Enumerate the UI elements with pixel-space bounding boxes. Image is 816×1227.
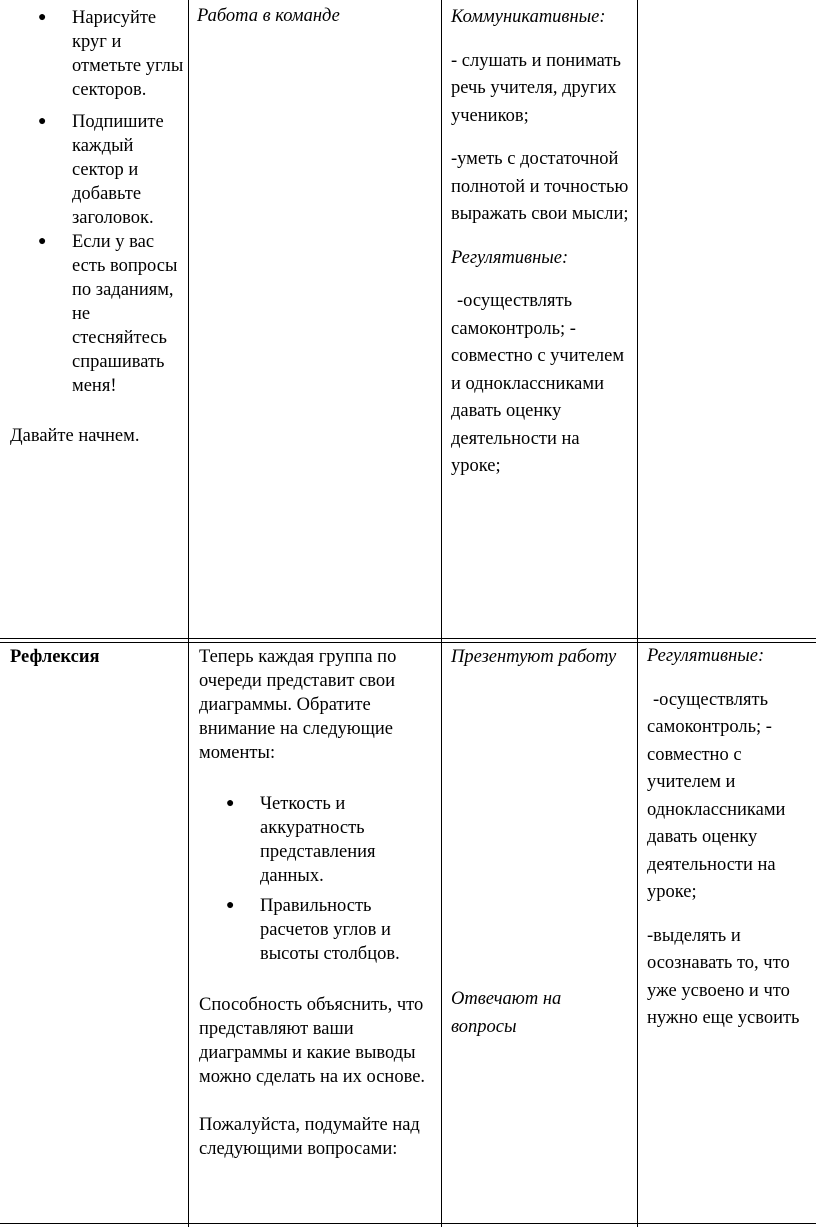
row2-col4-cell	[647, 643, 812, 1033]
reflection-intro: Теперь каждая группа по очереди представит свои диаграммы. Обратите внимание на следующие моменты:	[199, 647, 397, 763]
criteria-list	[199, 792, 430, 966]
list-item	[226, 894, 430, 966]
stage-title: Рефлексия	[10, 647, 100, 667]
activity-label: Работа в команде	[197, 6, 340, 26]
bullet-icon: ●	[38, 234, 47, 249]
closing-text: Давайте начнем.	[10, 426, 140, 446]
row2-col3-cell	[451, 643, 631, 1037]
list-item-text: Нарисуйте круг и отметьте углы секторов.	[72, 8, 184, 100]
table-border-col2	[441, 0, 442, 1227]
row1-col3-cell	[451, 4, 631, 481]
bullet-icon: ●	[226, 796, 235, 811]
list-item	[38, 6, 187, 102]
regulative-item-2: -выделять и осознавать то, что уже усвоено и что нужно еще усвоить	[647, 925, 800, 1028]
table-row-divider	[0, 638, 816, 639]
list-item	[38, 230, 187, 398]
communicative-heading: Коммуникативные:	[451, 7, 606, 27]
list-item-text: Правильность расчетов углов и высоты столбцов.	[260, 896, 400, 964]
communicative-item-1: - слушать и понимать речь учителя, других учеников;	[451, 50, 621, 126]
instructions-list	[10, 6, 187, 398]
list-item-text: Если у вас есть вопросы по заданиям, не стесняйтесь спрашивать меня!	[72, 232, 178, 396]
regulative-item: -осуществлять самоконтроль; - совместно с учителем и одноклассниками давать оценку деятельности на уроке;	[451, 291, 625, 476]
table-border-col1	[188, 0, 189, 1227]
reflection-paragraph-3: Пожалуйста, подумайте над следующими вопросами:	[199, 1115, 420, 1159]
students-answer-text: Отвечают на вопросы	[451, 989, 562, 1037]
row1-col1-cell	[10, 6, 186, 448]
list-item	[226, 792, 430, 888]
regulative-heading: Регулятивные:	[451, 247, 569, 268]
row2-col2-cell	[199, 645, 437, 1161]
table-bottom-border	[0, 1223, 816, 1224]
regulative-heading: Регулятивные:	[647, 646, 765, 666]
list-item-text: Четкость и аккуратность представления данных.	[260, 794, 376, 886]
bullet-icon: ●	[226, 898, 235, 913]
bullet-icon: ●	[38, 114, 47, 129]
bullet-icon: ●	[38, 10, 47, 25]
regulative-item-1: -осуществлять самоконтроль; - совместно с учителем и одноклассниками давать оценку деятельности на уроке;	[647, 689, 786, 902]
students-present-text: Презентуют работу	[451, 647, 617, 667]
list-item	[38, 110, 187, 230]
communicative-item-2: -уметь с достаточной полнотой и точностью выражать свои мысли;	[451, 149, 629, 224]
row1-col2-cell	[197, 4, 433, 28]
table-border-col3	[637, 0, 638, 1227]
list-item-text: Подпишите каждый сектор и добавьте заголовок.	[72, 112, 164, 228]
reflection-paragraph-2: Способность объяснить, что представляют ваши диаграммы и какие выводы можно сделать на их основе.	[199, 995, 426, 1087]
row2-col1-cell	[10, 645, 186, 669]
